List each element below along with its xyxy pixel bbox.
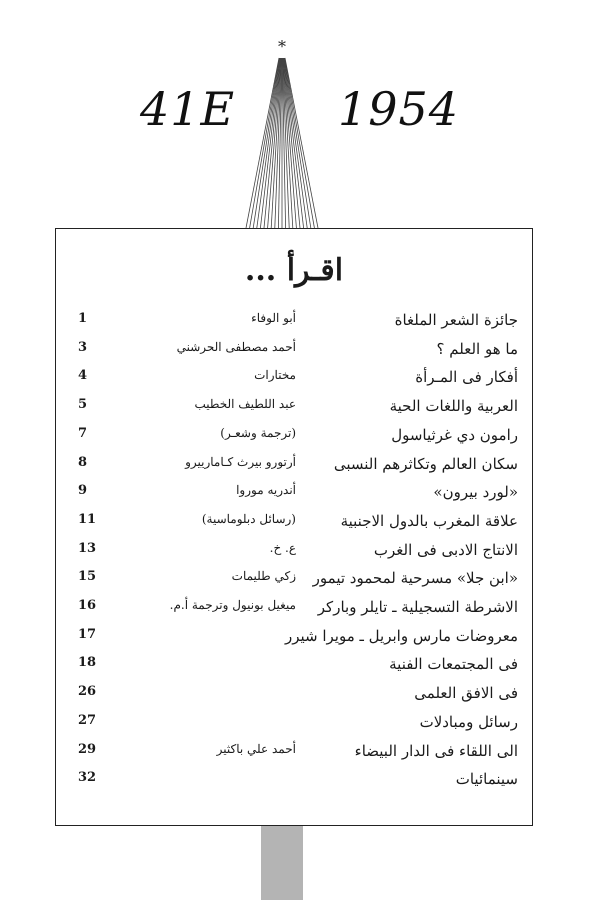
- toc-entry: [56, 713, 532, 741]
- entry-title: العربية واللغات الحية: [389, 397, 518, 416]
- toc-entry: [56, 311, 532, 339]
- entry-title: معروضات مارس وابريل ـ مويرا شيرر: [284, 626, 518, 645]
- entry-page-number: 26: [78, 684, 97, 700]
- toc-entry: [56, 742, 532, 770]
- entry-author: ع. خ.: [269, 540, 296, 555]
- toc-entry: [56, 483, 532, 511]
- entry-title: رامون دي غرثياسول: [391, 425, 518, 444]
- entry-title: رسائل ومبادلات: [419, 712, 518, 731]
- toc-entry: [56, 684, 532, 712]
- tower-line: [284, 58, 304, 228]
- entry-page-number: 11: [78, 511, 97, 527]
- toc-entry: [56, 770, 532, 798]
- toc-entry: [56, 627, 532, 655]
- entry-title: أفكار فى المـرأة: [415, 368, 518, 387]
- entry-title: علاقة المغرب بالدول الاجنبية: [340, 511, 518, 530]
- toc-entry: [56, 569, 532, 597]
- entry-title: ما هو العلم ؟: [436, 339, 518, 358]
- entry-page-number: 1: [78, 311, 88, 326]
- entry-page-number: 13: [78, 540, 97, 556]
- entry-author: (ترجمة وشعـر): [220, 425, 296, 440]
- tower-line: [260, 58, 280, 228]
- entry-page-number: 9: [78, 483, 88, 499]
- entry-page-number: 15: [78, 569, 97, 585]
- entry-title: جائزة الشعر الملغاة: [394, 311, 518, 329]
- toc-entry: [56, 655, 532, 683]
- entry-title: فى الافق العلمى: [414, 684, 518, 703]
- entry-title: الى اللقاء فى الدار البيضاء: [354, 741, 518, 760]
- entry-author: أحمد مصطفى الحرشني: [176, 339, 296, 354]
- entry-page-number: 7: [78, 425, 88, 441]
- entry-page-number: 8: [78, 454, 88, 470]
- entry-author: أندريه موروا: [236, 483, 296, 498]
- entry-page-number: 32: [78, 770, 97, 786]
- entry-page-number: 29: [78, 741, 97, 757]
- star-icon: *: [278, 37, 286, 56]
- handwritten-year: 1954: [338, 82, 460, 136]
- entry-author: أرتورو بيرث كـامارييرو: [185, 454, 296, 469]
- toc-entry: [56, 426, 532, 454]
- entry-author: ميغيل بونيول وترجمة أ.م.: [169, 598, 296, 612]
- entry-page-number: 5: [78, 397, 88, 413]
- tower-line: [285, 58, 315, 228]
- tower-line: [250, 58, 280, 228]
- handwritten-code: 41E: [140, 82, 236, 136]
- entry-title: الاشرطة التسجيلية ـ تايلر وباركر: [317, 598, 518, 616]
- entry-author: (رسائل دبلوماسية): [201, 511, 296, 526]
- entry-title: «ابن جلا» مسرحية لمحمود تيمور: [312, 569, 518, 588]
- entry-author: زكي طليمات: [231, 569, 296, 584]
- table-of-contents: [55, 228, 533, 826]
- toc-entry: [56, 397, 532, 425]
- toc-entry: [56, 598, 532, 626]
- entry-page-number: 17: [78, 626, 97, 642]
- entry-author: مختارات: [254, 368, 296, 383]
- entry-title: سكان العالم وتكاثرهم النسبى: [333, 454, 518, 473]
- toc-title: اقـرأ ...: [244, 253, 344, 288]
- entry-page-number: 27: [78, 712, 97, 728]
- entry-title: «لورد بيرون»: [433, 483, 518, 502]
- entry-author: عبد اللطيف الخطيب: [194, 397, 296, 412]
- entry-page-number: 16: [78, 598, 97, 613]
- entry-page-number: 3: [78, 339, 88, 355]
- toc-entry: [56, 455, 532, 483]
- entry-title: فى المجتمعات الفنية: [389, 655, 518, 674]
- entry-title: الانتاج الادبى فى الغرب: [373, 540, 518, 559]
- entry-author: أحمد علي باكثير: [216, 741, 296, 756]
- entry-title: سينمائيات: [455, 770, 518, 789]
- entry-page-number: 4: [78, 368, 88, 384]
- toc-entry: [56, 512, 532, 540]
- toc-entry: [56, 340, 532, 368]
- toc-entry: [56, 541, 532, 569]
- entry-author: أبو الوفاء: [251, 311, 296, 325]
- toc-entry: [56, 368, 532, 396]
- entry-page-number: 18: [78, 655, 97, 671]
